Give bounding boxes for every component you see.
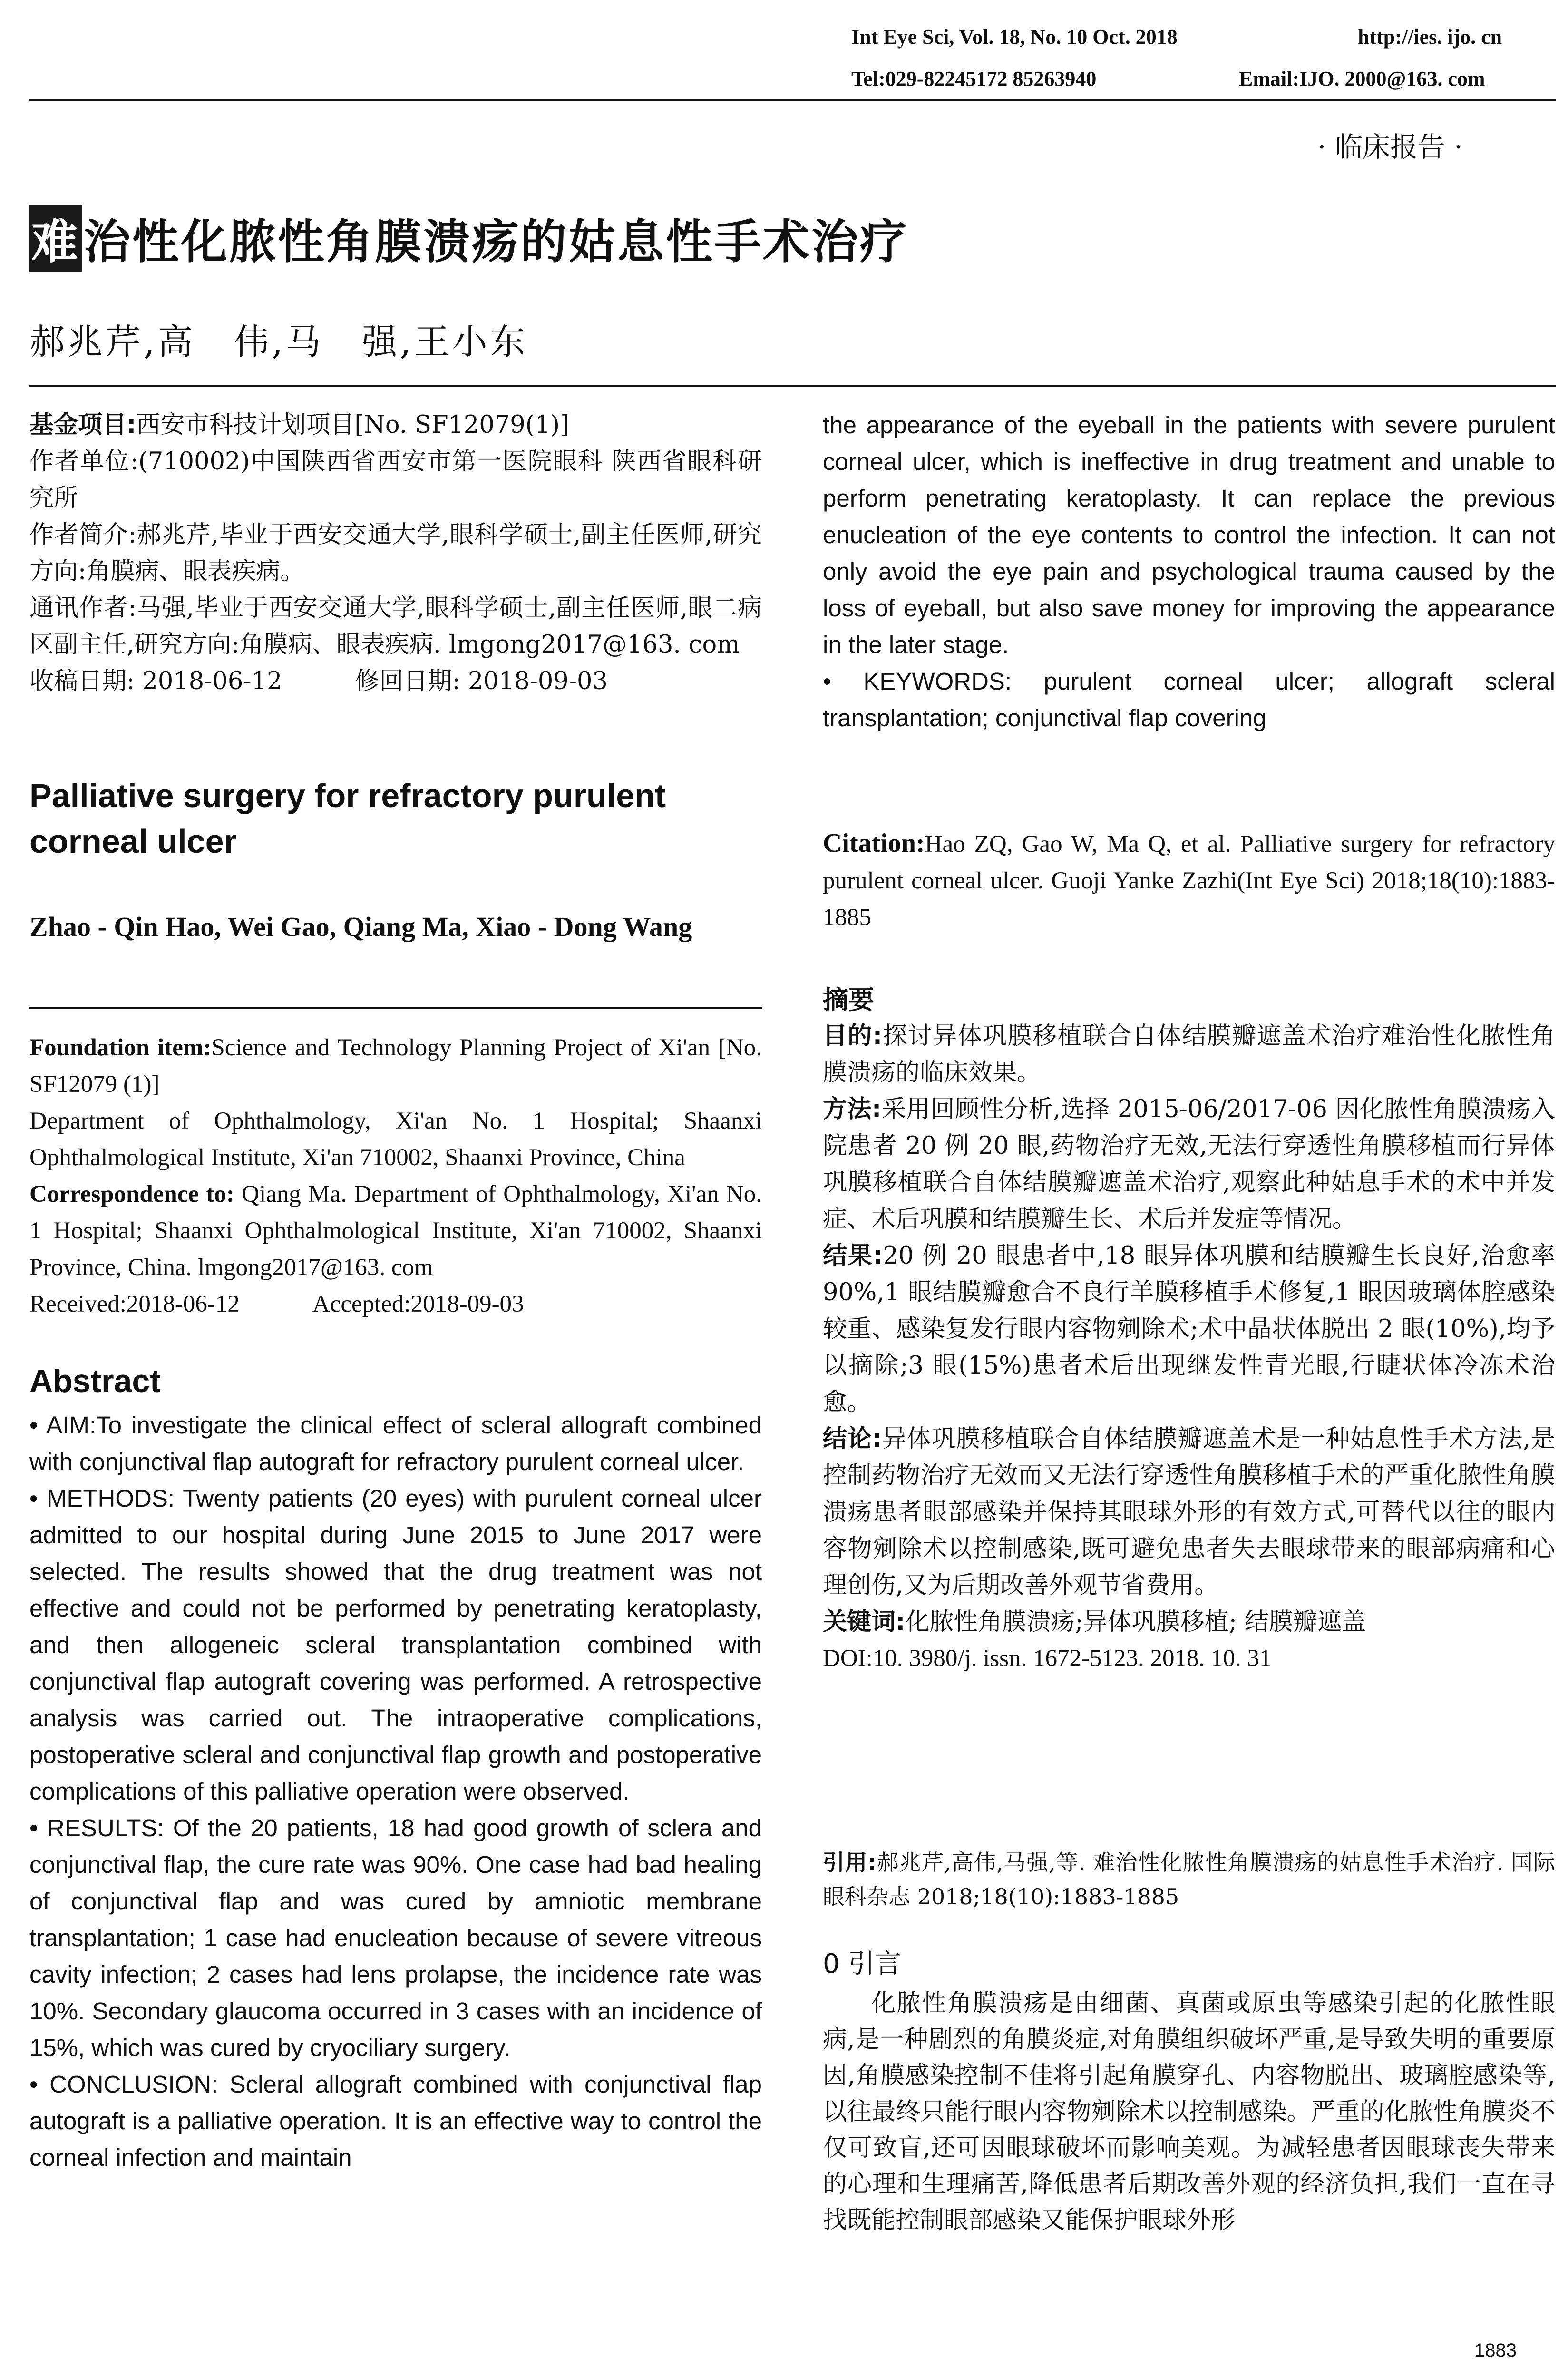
intro-paragraph: 化脓性角膜溃疡是由细菌、真菌或原虫等感染引起的化脓性眼病,是一种剧烈的角膜炎症,对角膜组织破坏严重,是导致失明的重要原因,角膜感染控制不佳将引起角膜穿孔、内容物脱出、玻璃腔感染等,以往最终只能行眼内容物剜除术以控制感染。严重的化脓性角膜炎不仅可致盲,还可因眼球破坏而影响美观。为减轻患者因眼球丧失带来的心理和生理痛苦,降低患者后期改善外观的经济负担,我们一直在寻找既能控制眼部感染又能保护眼球外形 — [823, 1989, 1555, 2234]
conclusion-continued: the appearance of the eyeball in the patients with severe purulent corneal ulcer, which is ineffective in drug treatment and unable to perform penetrating keratoplasty. It can replace the previous enucleation of the eye contents to control the infection. It can not only avoid the eye pain and psychological trauma caused by the loss of eyeball, but also save money for improving the appearance in the later stage. — [823, 411, 1555, 658]
author-bio-cn: 作者简介:郝兆芹,毕业于西安交通大学,眼科学硕士,副主任医师,研究方向:角膜病、眼表疾病。 — [29, 521, 762, 585]
conclusion-cn: 结论:异体巩膜移植联合自体结膜瓣遮盖术是一种姑息性手术方法,是控制药物治疗无效而又无法行穿透性角膜移植手术的严重化脓性角膜溃疡患者眼部感染并保持其眼球外形的有效方式,可替代以往的眼内容物剜除术以控制感染,既可避免患者失去眼球带来的眼部病痛和心理创伤,又为后期改善外观节省费用。 — [823, 1425, 1555, 1599]
abstract-cn-body — [823, 1018, 1555, 1677]
citation-en — [823, 825, 1555, 936]
header-rule — [29, 99, 1556, 101]
keywords-cn: 关键词:化脓性角膜溃疡;异体巩膜移植; 结膜瓣遮盖 — [823, 1608, 1366, 1636]
abstract-aim: • AIM:To investigate the clinical effect of scleral allograft combined with conjunctival flap autograft for refractory purulent corneal ulcer. — [29, 1412, 762, 1475]
foundation-cn: 基金项目:西安市科技计划项目[No. SF12079(1)] — [29, 411, 569, 439]
journal-url: http://ies. ijo. cn — [1358, 25, 1502, 49]
abstract-heading: Abstract — [29, 1363, 161, 1399]
authors-cn: 郝兆芹,高 伟,马 强,王小东 — [29, 321, 528, 362]
affiliation-cn: 作者单位:(710002)中国陕西省西安市第一医院眼科 陕西省眼科研究所 — [29, 448, 762, 512]
citation-cn: 引用:郝兆芹,高伟,马强,等. 难治性化脓性角膜溃疡的姑息性手术治疗. 国际眼科杂志 2018;18(10):1883-1885 — [823, 1850, 1555, 1909]
journal-phone: Tel:029-82245172 85263940 — [851, 67, 1097, 90]
title-drop-cap: 难 — [29, 205, 82, 272]
journal-email: Email:IJO. 2000@163. com — [1239, 67, 1485, 90]
english-title: Palliative surgery for refractory purulent corneal ulcer — [29, 777, 666, 860]
dates-cn: 收稿日期: 2018-06-12 修回日期: 2018-09-03 — [29, 667, 608, 695]
correspondence-en: Correspondence to: Qiang Ma. Department of Ophthalmology, Xi'an No. 1 Hospital; Shaanxi Ophthalmological Institute, Xi'an 710002, Shaanxi Province, China. lmgong2017@163. com — [29, 1181, 762, 1281]
page-title — [29, 205, 908, 272]
title-rule — [29, 385, 1556, 387]
keywords-en: • KEYWORDS: purulent corneal ulcer; allograft scleral transplantation; conjunctival flap covering — [823, 668, 1555, 731]
left-rule — [29, 1007, 762, 1009]
intro-body — [823, 1986, 1555, 2239]
abstract-continued — [823, 407, 1555, 736]
abstract-body — [29, 1407, 762, 2176]
citation-text: Hao ZQ, Gao W, Ma Q, et al. Palliative surgery for refractory purulent corneal ulcer. Guoji Yanke Zazhi(Int Eye Sci) 2018;18(10):1883-1885 — [823, 831, 1555, 931]
abstract-cn-heading: 摘要 — [823, 985, 874, 1015]
left-column-meta — [29, 407, 762, 700]
citation-label: Citation: — [823, 828, 925, 858]
english-authors: Zhao - Qin Hao, Wei Gao, Qiang Ma, Xiao - Dong Wang — [29, 911, 692, 942]
journal-info: Int Eye Sci, Vol. 18, No. 10 Oct. 2018 — [851, 25, 1178, 49]
intro-heading: 0 引言 — [823, 1948, 902, 1979]
received-en: Received:2018-06-12 Accepted:2018-09-03 — [29, 1291, 524, 1317]
abstract-methods: • METHODS: Twenty patients (20 eyes) with purulent corneal ulcer admitted to our hospital during June 2015 to June 2017 were selected. The results showed that the drug treatment was not effective and could not be performed by penetrating keratoplasty, and then allogeneic scleral transplantation combined with conjunctival flap autograft covering was performed. A retrospective analysis was carried out. The intraoperative complications, postoperative scleral and conjunctival flap growth and postoperative complications of this palliative operation were observed. — [29, 1485, 762, 1805]
foundation-en: Foundation item:Science and Technology Planning Project of Xi'an [No. SF12079 (1)] — [29, 1034, 762, 1098]
result-cn: 结果:20 例 20 眼患者中,18 眼异体巩膜和结膜瓣生长良好,治愈率 90%,1 眼结膜瓣愈合不良行羊膜移植手术修复,1 眼因玻璃体腔感染较重、感染复发行眼内容物剜除术;术中晶状体脱出 2 眼(10%),均予以摘除;3 眼(15%)患者术后出现继发性青光眼,行睫状体冷冻术治愈。 — [823, 1242, 1555, 1416]
correspondence-cn: 通讯作者:马强,毕业于西安交通大学,眼科学硕士,副主任医师,眼二病区副主任,研究方向:角膜病、眼表疾病. lmgong2017@163. com — [29, 594, 762, 659]
objective-cn: 目的:探讨异体巩膜移植联合自体结膜瓣遮盖术治疗难治性化脓性角膜溃疡的临床效果。 — [823, 1022, 1555, 1087]
abstract-conclusion: • CONCLUSION: Scleral allograft combined with conjunctival flap autograft is a palliative operation. It is an effective way to control the corneal infection and maintain — [29, 2071, 762, 2171]
section-tag: · 临床报告 · — [1317, 131, 1463, 163]
department-en: Department of Ophthalmology, Xi'an No. 1 Hospital; Shaanxi Ophthalmological Institute, Xi'an 710002, Shaanxi Province, China — [29, 1108, 762, 1171]
page-number: 1883 — [1474, 2340, 1517, 2361]
method-cn: 方法:采用回顾性分析,选择 2015-06/2017-06 因化脓性角膜溃疡入院患者 20 例 20 眼,药物治疗无效,无法行穿透性角膜移植而行异体巩膜移植联合自体结膜瓣遮盖术治疗,观察此种姑息手术的术中并发症、术后巩膜和结膜瓣生长、术后并发症等情况。 — [823, 1095, 1555, 1233]
title-text: 治性化脓性角膜溃疡的姑息性手术治疗 — [84, 215, 909, 269]
doi: DOI:10. 3980/j. issn. 1672-5123. 2018. 10. 31 — [823, 1645, 1272, 1672]
left-column-affiliations — [29, 1030, 762, 1323]
abstract-results: • RESULTS: Of the 20 patients, 18 had good growth of sclera and conjunctival flap, the cure rate was 90%. One case had bad healing of conjunctival flap and was cured by amniotic membrane transplantation; 1 case had enucleation because of severe vitreous cavity infection; 2 cases had lens prolapse, the incidence rate was 10%. Secondary glaucoma occurred in 3 cases with an incidence of 15%, which was cured by cryociliary surgery. — [29, 1814, 762, 2061]
